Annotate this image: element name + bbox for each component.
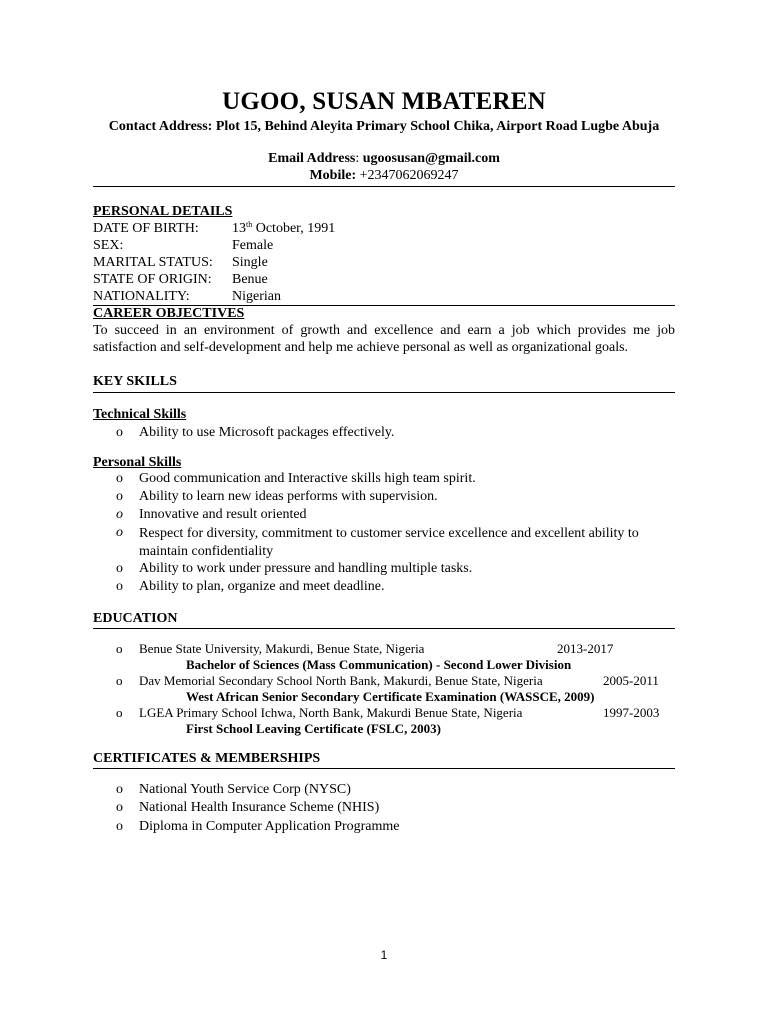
resume-name: UGOO, SUSAN MBATEREN [222,88,546,115]
personal-skills-heading: Personal Skills [93,455,182,470]
key-skills-heading: KEY SKILLS [93,374,177,389]
nationality-value: Nigerian [232,289,281,304]
education-school: Dav Memorial Secondary School North Bank, Makurdi, Benue State, Nigeria [139,673,543,688]
dob-label: DATE OF BIRTH: [93,221,199,236]
bullet-mark: o [116,489,123,504]
marital-status-value: Single [232,255,268,270]
key-skills-divider [93,392,675,393]
sex-label: SEX: [93,238,124,253]
state-of-origin-value: Benue [232,272,268,287]
technical-skills-heading: Technical Skills [93,407,187,422]
education-school: LGEA Primary School Ichwa, North Bank, Makurdi Benue State, Nigeria [139,705,523,720]
certificate-item: Diploma in Computer Application Programme [139,819,400,834]
education-divider [93,628,675,629]
personal-skill-item: Ability to work under pressure and handling multiple tasks. [139,561,473,576]
email-value: ugoosusan@gmail.com [362,151,500,166]
bullet-mark: o [116,705,123,720]
contact-address [93,118,675,135]
personal-details-heading: PERSONAL DETAILS [93,204,233,219]
header-divider [93,186,675,187]
email-line: Email Address: ugoosusan@gmail.com [268,151,500,166]
marital-status-label: MARITAL STATUS: [93,255,213,270]
nationality-label: NATIONALITY: [93,289,190,304]
technical-skill-item: Ability to use Microsoft packages effectively. [139,425,395,440]
bullet-mark: o [116,561,123,576]
sex-value: Female [232,238,274,253]
mobile-value: +2347062069247 [359,168,459,183]
personal-skill-item: Respect for diversity, commitment to customer service excellence and excellent ability to maintain confidentiality [139,526,639,559]
bullet-mark: o [116,673,123,688]
career-objectives-text: To succeed in an environment of growth and excellence and earn a job which provides me job satisfaction and self-development and help me achieve personal as well as organizational goals. [93,323,675,355]
career-objectives-heading: CAREER OBJECTIVES [93,306,245,321]
email-label: Email Address [268,151,356,166]
dob-value: 13th October, 1991 [232,220,336,236]
page-number: 1 [380,948,388,962]
education-years: 2005-2011 [603,673,659,688]
personal-skill-item: Good communication and Interactive skills high team spirit. [139,471,476,486]
mobile-line [93,168,675,184]
bullet-mark: o [116,782,123,797]
bullet-mark: o [116,507,123,522]
education-school: Benue State University, Makurdi, Benue State, Nigeria [139,641,425,656]
certificate-item: National Youth Service Corp (NYSC) [139,782,351,797]
personal-skill-item: Innovative and result oriented [139,507,307,522]
bullet-mark: o [116,800,123,815]
education-qualification: West African Senior Secondary Certificate Examination (WASSCE, 2009) [186,689,595,704]
mobile-label: Mobile: [309,168,357,183]
certificates-heading: CERTIFICATES & MEMBERSHIPS [93,751,321,766]
education-qualification: Bachelor of Sciences (Mass Communication) - Second Lower Division [186,657,572,672]
contact-address-label: Contact Address: [108,119,213,134]
education-years: 2013-2017 [557,641,614,656]
state-of-origin-label: STATE OF ORIGIN: [93,272,212,287]
resume-page [93,0,675,1024]
bullet-mark: o [116,471,123,486]
bullet-mark: o [116,579,123,594]
education-qualification: First School Leaving Certificate (FSLC, 2003) [186,721,441,736]
education-heading: EDUCATION [93,611,178,626]
education-years: 1997-2003 [603,705,660,720]
bullet-mark: o [116,819,123,834]
bullet-mark: o [116,425,123,440]
certificates-divider [93,768,675,769]
personal-skill-item: Ability to learn new ideas performs with supervision. [139,489,438,504]
contact-address-value: Plot 15, Behind Aleyita Primary School Chika, Airport Road Lugbe Abuja [215,119,660,134]
personal-skill-item: Ability to plan, organize and meet deadline. [139,579,385,594]
bullet-mark: o [116,641,123,656]
certificate-item: National Health Insurance Scheme (NHIS) [139,800,380,815]
bullet-mark: o [116,525,123,540]
